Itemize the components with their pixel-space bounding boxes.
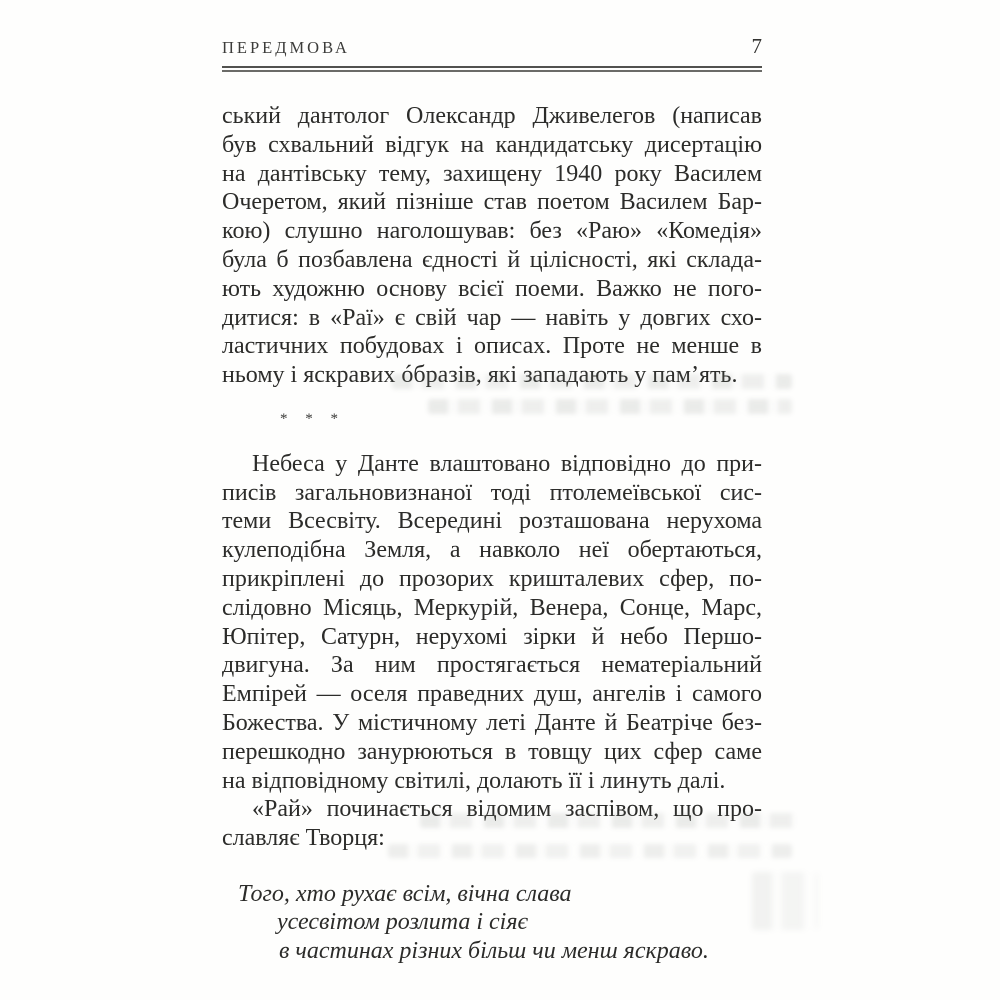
text-line: Божества. У містичному леті Данте й Беатріче без- xyxy=(222,709,762,736)
text-line: Емпірей — оселя праведних душ, ангелів і самого xyxy=(222,681,762,708)
running-header-title: ПЕРЕДМОВА xyxy=(222,38,350,57)
verse-quotation xyxy=(222,880,762,965)
section-separator: * * * xyxy=(280,410,345,427)
text-line: ський дантолог Олександр Дживелегов (написав xyxy=(222,103,762,129)
text-line: Очеретом, який пізніше став поетом Василем Бар- xyxy=(222,189,762,216)
text-line: кулеподібна Земля, а навколо неї обертаються, xyxy=(222,537,762,564)
text-line: ють художню основу всієї поеми. Важко не пого- xyxy=(222,275,762,302)
text-line: ластичних побудовах і описах. Проте не менше в xyxy=(222,333,762,360)
verse-line: в частинах різних більш чи менш яскраво. xyxy=(279,937,709,964)
text-line: на дантівську тему, захищену 1940 року Василем xyxy=(222,160,762,187)
text-line: писів загальновизнаної тоді птолемеївської сис- xyxy=(222,479,762,506)
text-line: Юпітер, Сатурн, нерухомі зірки й небо Першо- xyxy=(222,623,762,650)
paragraph xyxy=(222,450,762,796)
text-line: двигуна. За ним простягається нематеріальний xyxy=(222,652,762,679)
text-line: слідовно Місяць, Меркурій, Венера, Сонце, Марс, xyxy=(222,594,762,621)
text-line: ньому і яскравих óбразів, які западають у пам’ять. xyxy=(222,362,738,389)
text-line: «Рай» починається відомим заспівом, що про- xyxy=(252,796,762,823)
verse-line: усесвітом розлита і сіяє xyxy=(277,909,528,936)
paragraph xyxy=(222,102,762,390)
text-line: славляє Творця: xyxy=(222,825,385,852)
text-line: кою) слушно наголошував: без «Раю» «Комедія» xyxy=(222,218,762,245)
paragraph xyxy=(222,795,762,853)
verse-line: Того, хто рухає всім, вічна слава xyxy=(238,880,572,907)
text-line: Небеса у Данте влаштовано відповідно до при- xyxy=(252,450,762,477)
text-line: дитися: в «Раї» є свій чар — навіть у довгих схо- xyxy=(222,304,762,331)
text-block xyxy=(222,34,762,965)
running-header xyxy=(222,34,762,59)
header-double-rule xyxy=(222,66,762,72)
text-line: була б позбавлена єдності й цілісності, які склада- xyxy=(222,246,762,273)
text-line: прикріплені до прозорих кришталевих сфер, по- xyxy=(222,565,762,592)
text-line: на відповідному світилі, долають її і линуть далі. xyxy=(222,767,726,794)
page-number: 7 xyxy=(751,34,762,58)
text-line: теми Всесвіту. Всередині розташована нерухома xyxy=(222,508,762,535)
text-line: перешкодно занурюються в товщу цих сфер саме xyxy=(222,738,762,765)
body-text xyxy=(222,102,762,965)
text-line: був схвальний відгук на кандидатську дисертацію xyxy=(222,131,762,158)
